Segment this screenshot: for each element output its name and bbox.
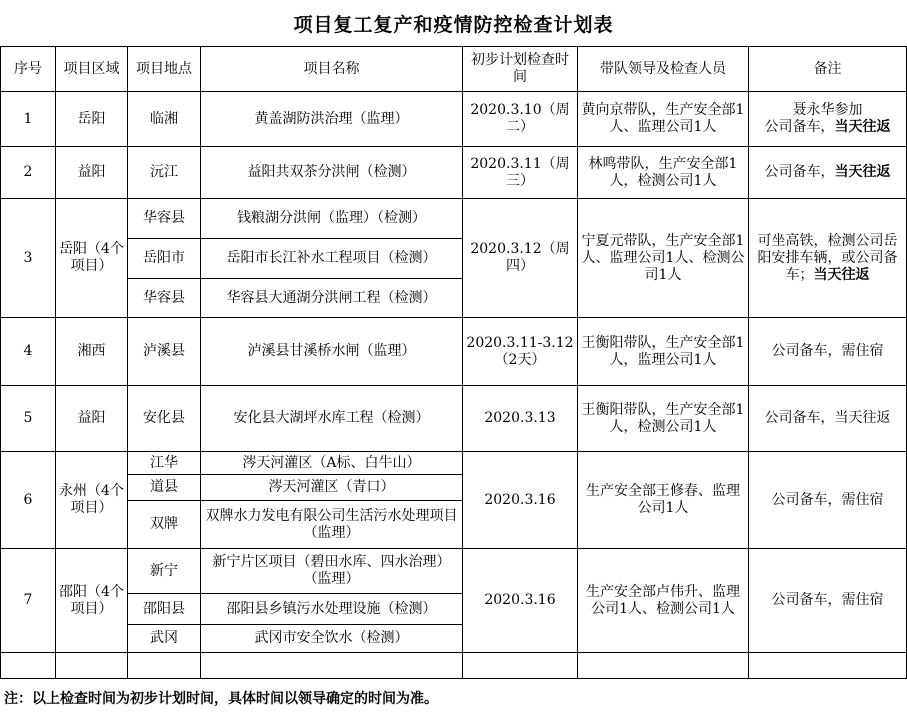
- header-lead: 带队领导及检查人员: [578, 47, 749, 92]
- cell-remark: [749, 199, 907, 318]
- header-region: 项目区域: [56, 47, 128, 92]
- cell-remark: [749, 147, 907, 199]
- cell-name: 新宁片区项目（碧田水库、四水治理）（监理）: [201, 549, 463, 594]
- table-row: [1, 452, 907, 475]
- cell-site: 华容县: [128, 279, 201, 318]
- remark-text: 公司备车，: [764, 119, 835, 135]
- remark-text: 公司备车，: [764, 164, 835, 180]
- cell-name: 益阳共双茶分洪闸（检测）: [201, 147, 463, 199]
- footnote: 注：以上检查时间为初步计划时间，具体时间以领导确定的时间为准。: [4, 691, 438, 707]
- cell-time: 2020.3.11-3.12（2天）: [463, 318, 578, 386]
- cell-name: 泸溪县甘溪桥水闸（监理）: [201, 318, 463, 386]
- cell-region: 邵阳（4个项目）: [56, 549, 128, 653]
- remark-emphasis: 当天往返: [834, 119, 891, 135]
- cell-region: 湘西: [56, 318, 128, 386]
- cell-remark: 公司备车，需住宿: [749, 452, 907, 549]
- cell-site: 新宁: [128, 549, 201, 594]
- cell-time: 2020.3.11（周三）: [463, 147, 578, 199]
- empty-cell: [201, 653, 463, 679]
- cell-seq: 5: [1, 386, 56, 452]
- remark-emphasis: 当天往返: [813, 266, 870, 283]
- cell-seq: 1: [1, 92, 56, 147]
- cell-time: 2020.3.13: [463, 386, 578, 452]
- remark-text: 聂永华参加: [792, 102, 863, 118]
- header-seq: 序号: [1, 47, 56, 92]
- cell-region: 岳阳: [56, 92, 128, 147]
- table-row: [1, 199, 907, 239]
- table-row: [1, 549, 907, 594]
- cell-name: 涔天河灌区（青口）: [201, 475, 463, 501]
- empty-cell: [56, 653, 128, 679]
- empty-cell: [749, 653, 907, 679]
- cell-lead: 王衡阳带队，生产安全部1人，监理公司1人: [578, 318, 749, 386]
- cell-lead: 林鸣带队，生产安全部1人，检测公司1人: [578, 147, 749, 199]
- cell-name: 黄盖湖防洪治理（监理）: [201, 92, 463, 147]
- cell-region: 岳阳（4个项目）: [56, 199, 128, 318]
- cell-site: 临湘: [128, 92, 201, 147]
- cell-name: 涔天河灌区（A标、白牛山）: [201, 452, 463, 475]
- table-row: [1, 318, 907, 386]
- header-site: 项目地点: [128, 47, 201, 92]
- cell-region: 永州（4个项目）: [56, 452, 128, 549]
- header-row: [1, 47, 907, 92]
- cell-lead: 王衡阳带队，生产安全部1人，检测公司1人: [578, 386, 749, 452]
- cell-site: 华容县: [128, 199, 201, 239]
- table-row: [1, 386, 907, 452]
- cell-remark: 公司备车，需住宿: [749, 318, 907, 386]
- cell-time: 2020.3.10（周二）: [463, 92, 578, 147]
- cell-time: 2020.3.16: [463, 452, 578, 549]
- schedule-table: [0, 46, 907, 679]
- cell-time: 2020.3.12（周四）: [463, 199, 578, 318]
- cell-site: 道县: [128, 475, 201, 501]
- cell-seq: 6: [1, 452, 56, 549]
- cell-region: 益阳: [56, 386, 128, 452]
- cell-site: 沅江: [128, 147, 201, 199]
- cell-seq: 3: [1, 199, 56, 318]
- cell-name: 武冈市安全饮水（检测）: [201, 625, 463, 653]
- table-row: [1, 92, 907, 147]
- header-name: 项目名称: [201, 47, 463, 92]
- cell-site: 武冈: [128, 625, 201, 653]
- cell-region: 益阳: [56, 147, 128, 199]
- cell-remark: 公司备车，需住宿: [749, 549, 907, 653]
- remark-emphasis: 当天往返: [834, 164, 891, 180]
- cell-seq: 2: [1, 147, 56, 199]
- cell-lead: 宁夏元带队，生产安全部1人、监理公司1人、检测公司1人: [578, 199, 749, 318]
- cell-name: 华容县大通湖分洪闸工程（检测）: [201, 279, 463, 318]
- cell-lead: 生产安全部卢伟升、监理公司1人、检测公司1人: [578, 549, 749, 653]
- empty-cell: [128, 653, 201, 679]
- table-row: [1, 147, 907, 199]
- cell-site: 泸溪县: [128, 318, 201, 386]
- cell-lead: 生产安全部王修春、监理公司1人: [578, 452, 749, 549]
- cell-seq: 4: [1, 318, 56, 386]
- empty-cell: [578, 653, 749, 679]
- cell-name: 安化县大湖坪水库工程（检测）: [201, 386, 463, 452]
- cell-remark: 公司备车，当天往返: [749, 386, 907, 452]
- cell-site: 邵阳县: [128, 594, 201, 625]
- remark-text: 可坐高铁，检测公司岳阳安排车辆，或公司备车；: [757, 232, 898, 283]
- cell-name: 钱粮湖分洪闸（监理）（检测）: [201, 199, 463, 239]
- empty-cell: [1, 653, 56, 679]
- cell-site: 安化县: [128, 386, 201, 452]
- cell-lead: 黄向京带队，生产安全部1人、监理公司1人: [578, 92, 749, 147]
- cell-name: 双牌水力发电有限公司生活污水处理项目（监理）: [201, 501, 463, 549]
- page-title: 项目复工复产和疫情防控检查计划表: [293, 13, 614, 36]
- header-time: 初步计划检查时间: [463, 47, 578, 92]
- cell-remark: [749, 92, 907, 147]
- cell-site: 岳阳市: [128, 239, 201, 279]
- cell-seq: 7: [1, 549, 56, 653]
- empty-row: [1, 653, 907, 679]
- cell-site: 双牌: [128, 501, 201, 549]
- header-remark: 备注: [749, 47, 907, 92]
- cell-name: 邵阳县乡镇污水处理设施（检测）: [201, 594, 463, 625]
- cell-time: 2020.3.16: [463, 549, 578, 653]
- cell-name: 岳阳市长江补水工程项目（检测）: [201, 239, 463, 279]
- empty-cell: [463, 653, 578, 679]
- cell-site: 江华: [128, 452, 201, 475]
